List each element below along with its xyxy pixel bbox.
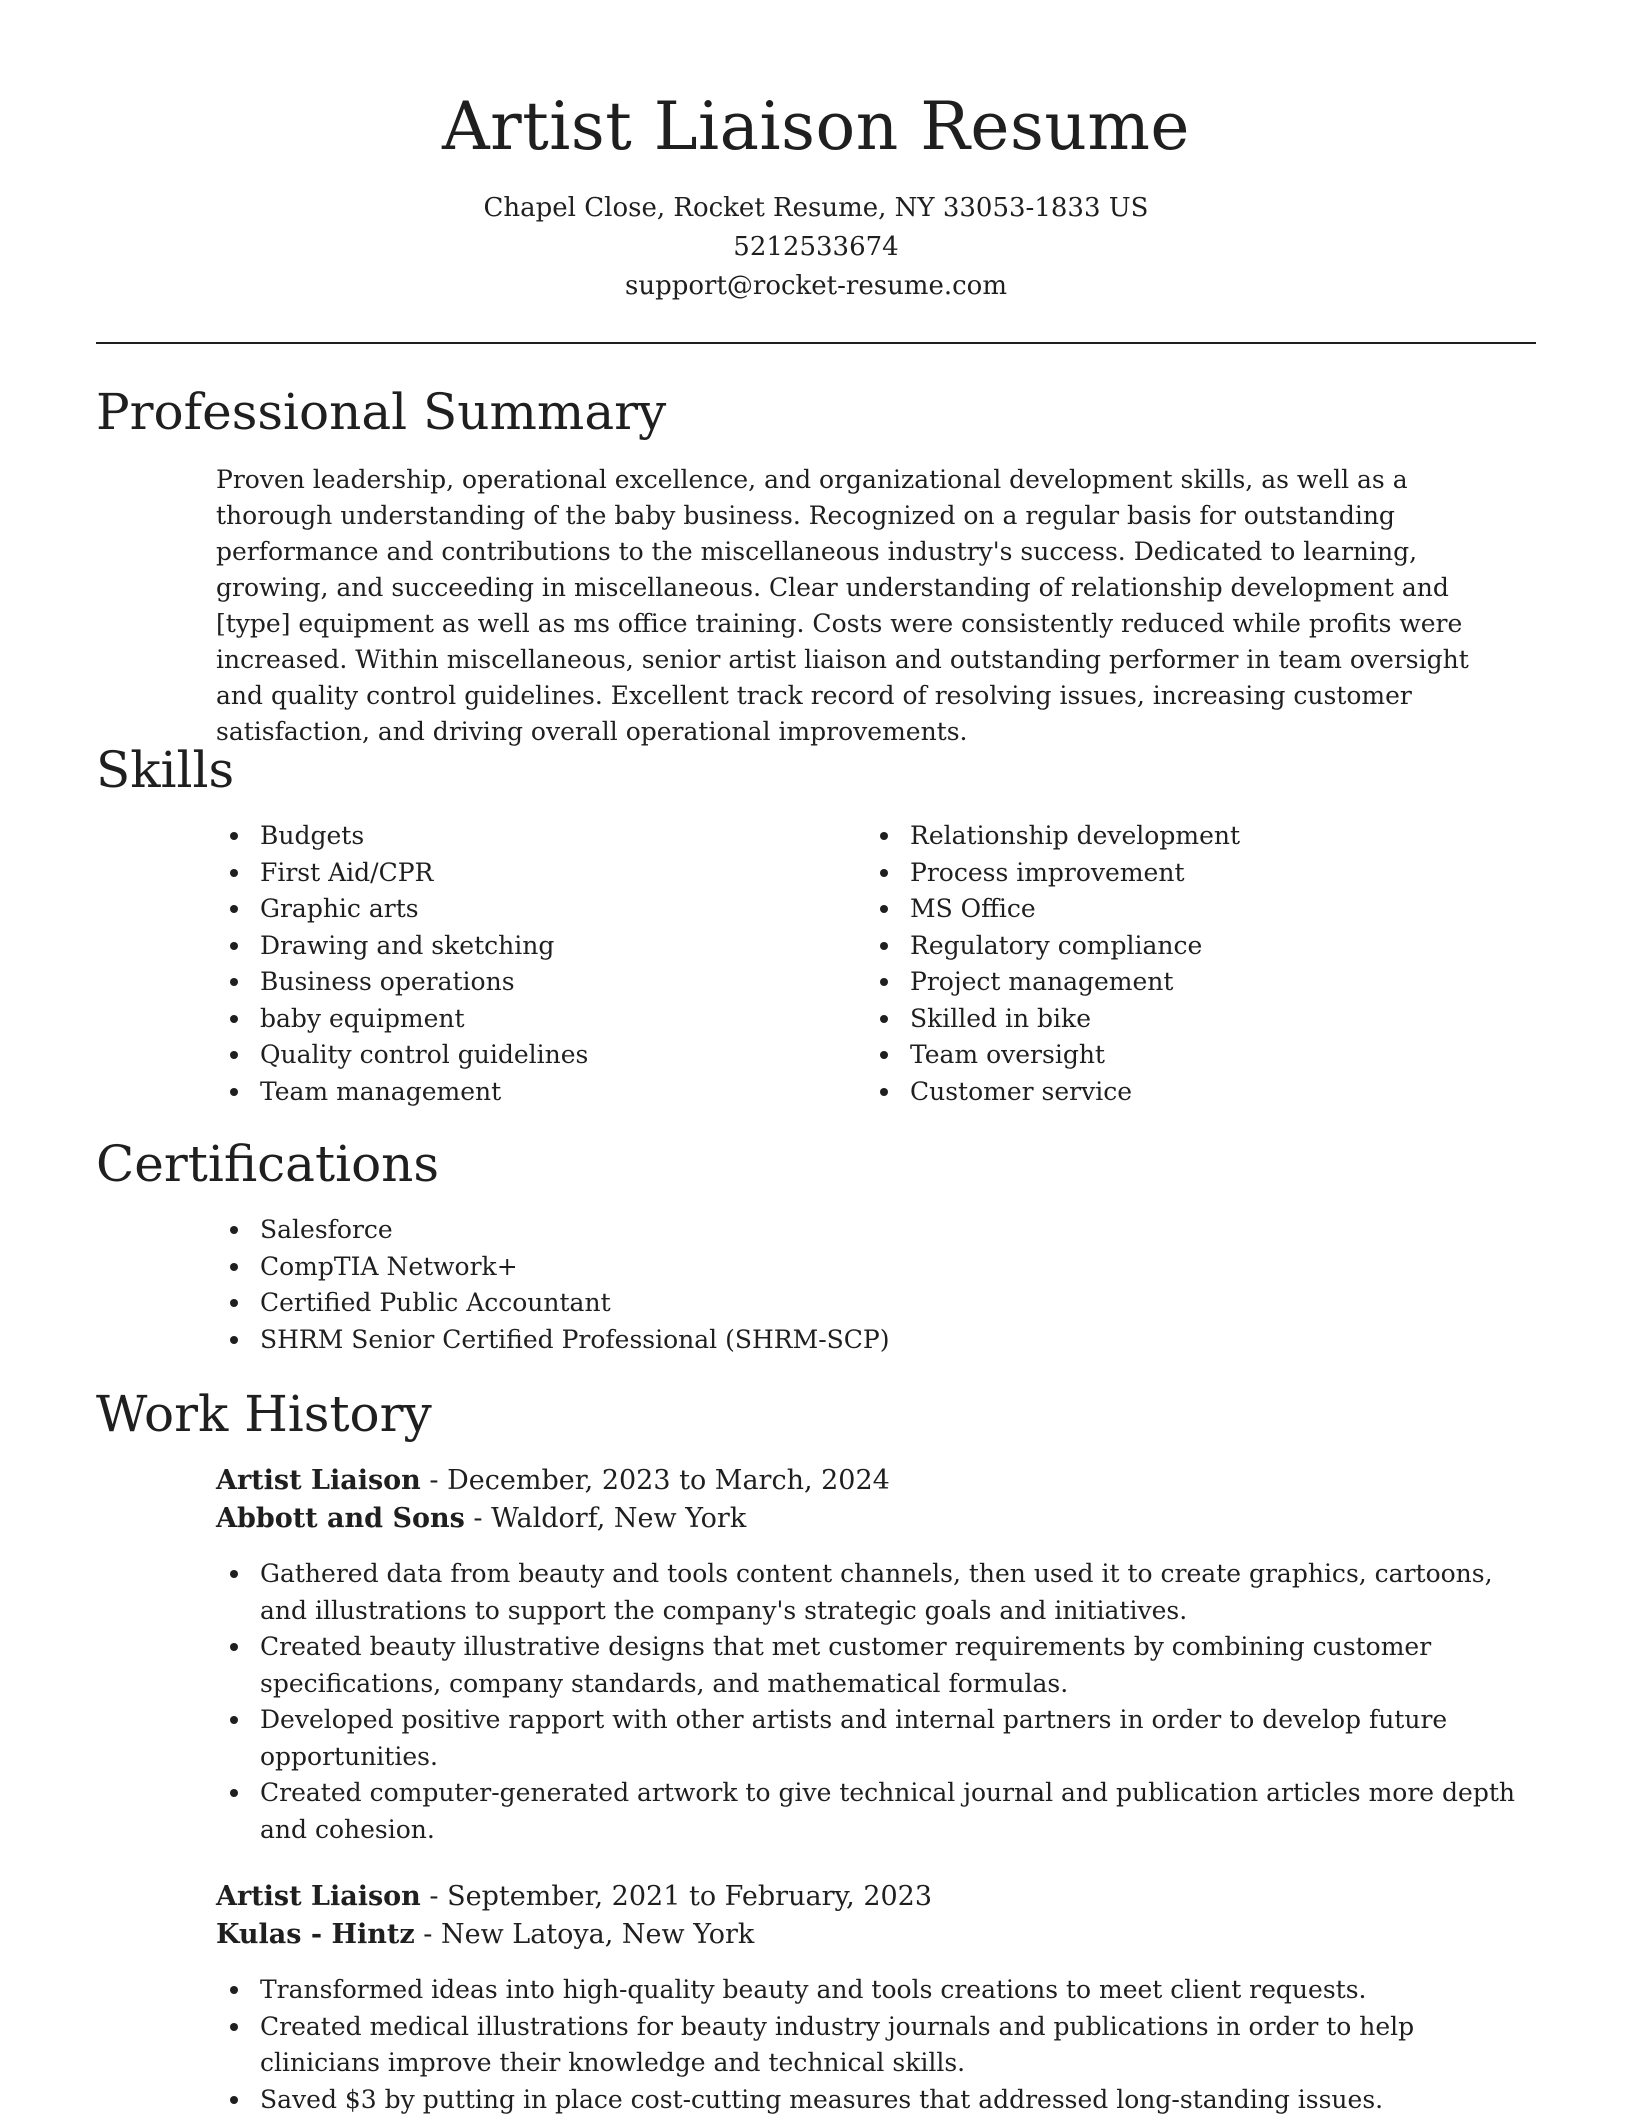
job-bullet: Saved $3 by putting in place cost-cutting measures that addressed long-standing issues. <box>216 2082 1536 2118</box>
job-1-header <box>216 1462 1536 1538</box>
skill-item: Team management <box>216 1074 816 1111</box>
skills-heading: Skills <box>96 740 234 800</box>
job-bullet: Created medical illustrations for beauty industry journals and publications in order to help clinicians improve their knowledge and technical skills. <box>216 2009 1536 2082</box>
resume-title: Artist Liaison Resume <box>0 80 1632 174</box>
job-2-bullets <box>216 1972 1536 2118</box>
job-location: New Latoya, New York <box>441 1919 754 1950</box>
skill-item: Graphic arts <box>216 891 816 928</box>
certification-item: Salesforce <box>216 1212 1516 1249</box>
contact-address: Chapel Close, Rocket Resume, NY 33053-1833 US <box>0 189 1632 228</box>
skill-item: Team oversight <box>866 1037 1506 1074</box>
job-separator: - <box>429 1465 447 1496</box>
job-bullet: Created beauty illustrative designs that met customer requirements by combining customer specifications, company standards, and mathematical formulas. <box>216 1629 1536 1702</box>
certifications-heading: Certifications <box>96 1134 439 1194</box>
work-history-heading: Work History <box>96 1384 432 1444</box>
job-1-title-line <box>216 1462 1536 1500</box>
certifications-list <box>216 1212 1516 1358</box>
skill-item: First Aid/CPR <box>216 855 816 892</box>
job-dates: December, 2023 to March, 2024 <box>447 1465 890 1496</box>
job-bullet: Developed positive rapport with other artists and internal partners in order to develop future opportunities. <box>216 1702 1536 1775</box>
skill-item: Quality control guidelines <box>216 1037 816 1074</box>
skill-item: Business operations <box>216 964 816 1001</box>
job-location: Waldorf, New York <box>491 1503 746 1534</box>
contact-email: support@rocket-resume.com <box>0 267 1632 306</box>
certification-item: Certified Public Accountant <box>216 1285 1516 1322</box>
job-company: Abbott and Sons <box>216 1503 465 1534</box>
job-bullet: Transformed ideas into high-quality beauty and tools creations to meet client requests. <box>216 1972 1536 2009</box>
skills-list-left <box>216 818 816 1110</box>
job-separator: - <box>423 1919 441 1950</box>
job-separator: - <box>473 1503 491 1534</box>
skill-item: Customer service <box>866 1074 1506 1111</box>
certification-item: CompTIA Network+ <box>216 1249 1516 1286</box>
job-bullet: Gathered data from beauty and tools content channels, then used it to create graphics, cartoons, and illustrations to support the company's strategic goals and initiatives. <box>216 1556 1536 1629</box>
header-divider <box>96 342 1536 344</box>
certification-item: SHRM Senior Certified Professional (SHRM-SCP) <box>216 1322 1516 1359</box>
summary-heading: Professional Summary <box>96 382 666 442</box>
skill-item: Relationship development <box>866 818 1506 855</box>
job-company: Kulas - Hintz <box>216 1919 415 1950</box>
contact-block <box>0 189 1632 306</box>
skill-item: baby equipment <box>216 1001 816 1038</box>
job-bullet: Created computer-generated artwork to give technical journal and publication articles more depth and cohesion. <box>216 1775 1536 1848</box>
job-2-company-line <box>216 1916 1536 1954</box>
contact-phone: 5212533674 <box>0 228 1632 267</box>
summary-text: Proven leadership, operational excellence, and organizational development skills, as well as a thorough understanding of the baby business. Recognized on a regular basis for outstanding performance and contributions to the miscellaneous industry's success. Dedicated to learning, growing, and succeeding in miscellaneous. Clear understanding of relationship development and [type] equipment as well as ms office training. Costs were consistently reduced while profits were increased. Within miscellaneous, senior artist liaison and outstanding performer in team oversight and quality control guidelines. Excellent track record of resolving issues, increasing customer satisfaction, and driving overall operational improvements. <box>216 462 1516 750</box>
skill-item: MS Office <box>866 891 1506 928</box>
skill-item: Regulatory compliance <box>866 928 1506 965</box>
job-separator: - <box>429 1881 447 1912</box>
skill-item: Drawing and sketching <box>216 928 816 965</box>
skill-item: Budgets <box>216 818 816 855</box>
job-2-header <box>216 1878 1536 1954</box>
job-2-title-line <box>216 1878 1536 1916</box>
skills-list-right <box>866 818 1506 1110</box>
job-1-bullets <box>216 1556 1536 1848</box>
skill-item: Skilled in bike <box>866 1001 1506 1038</box>
job-dates: September, 2021 to February, 2023 <box>447 1881 932 1912</box>
job-title: Artist Liaison <box>216 1881 421 1912</box>
job-1-company-line <box>216 1500 1536 1538</box>
skill-item: Process improvement <box>866 855 1506 892</box>
skill-item: Project management <box>866 964 1506 1001</box>
job-title: Artist Liaison <box>216 1465 421 1496</box>
